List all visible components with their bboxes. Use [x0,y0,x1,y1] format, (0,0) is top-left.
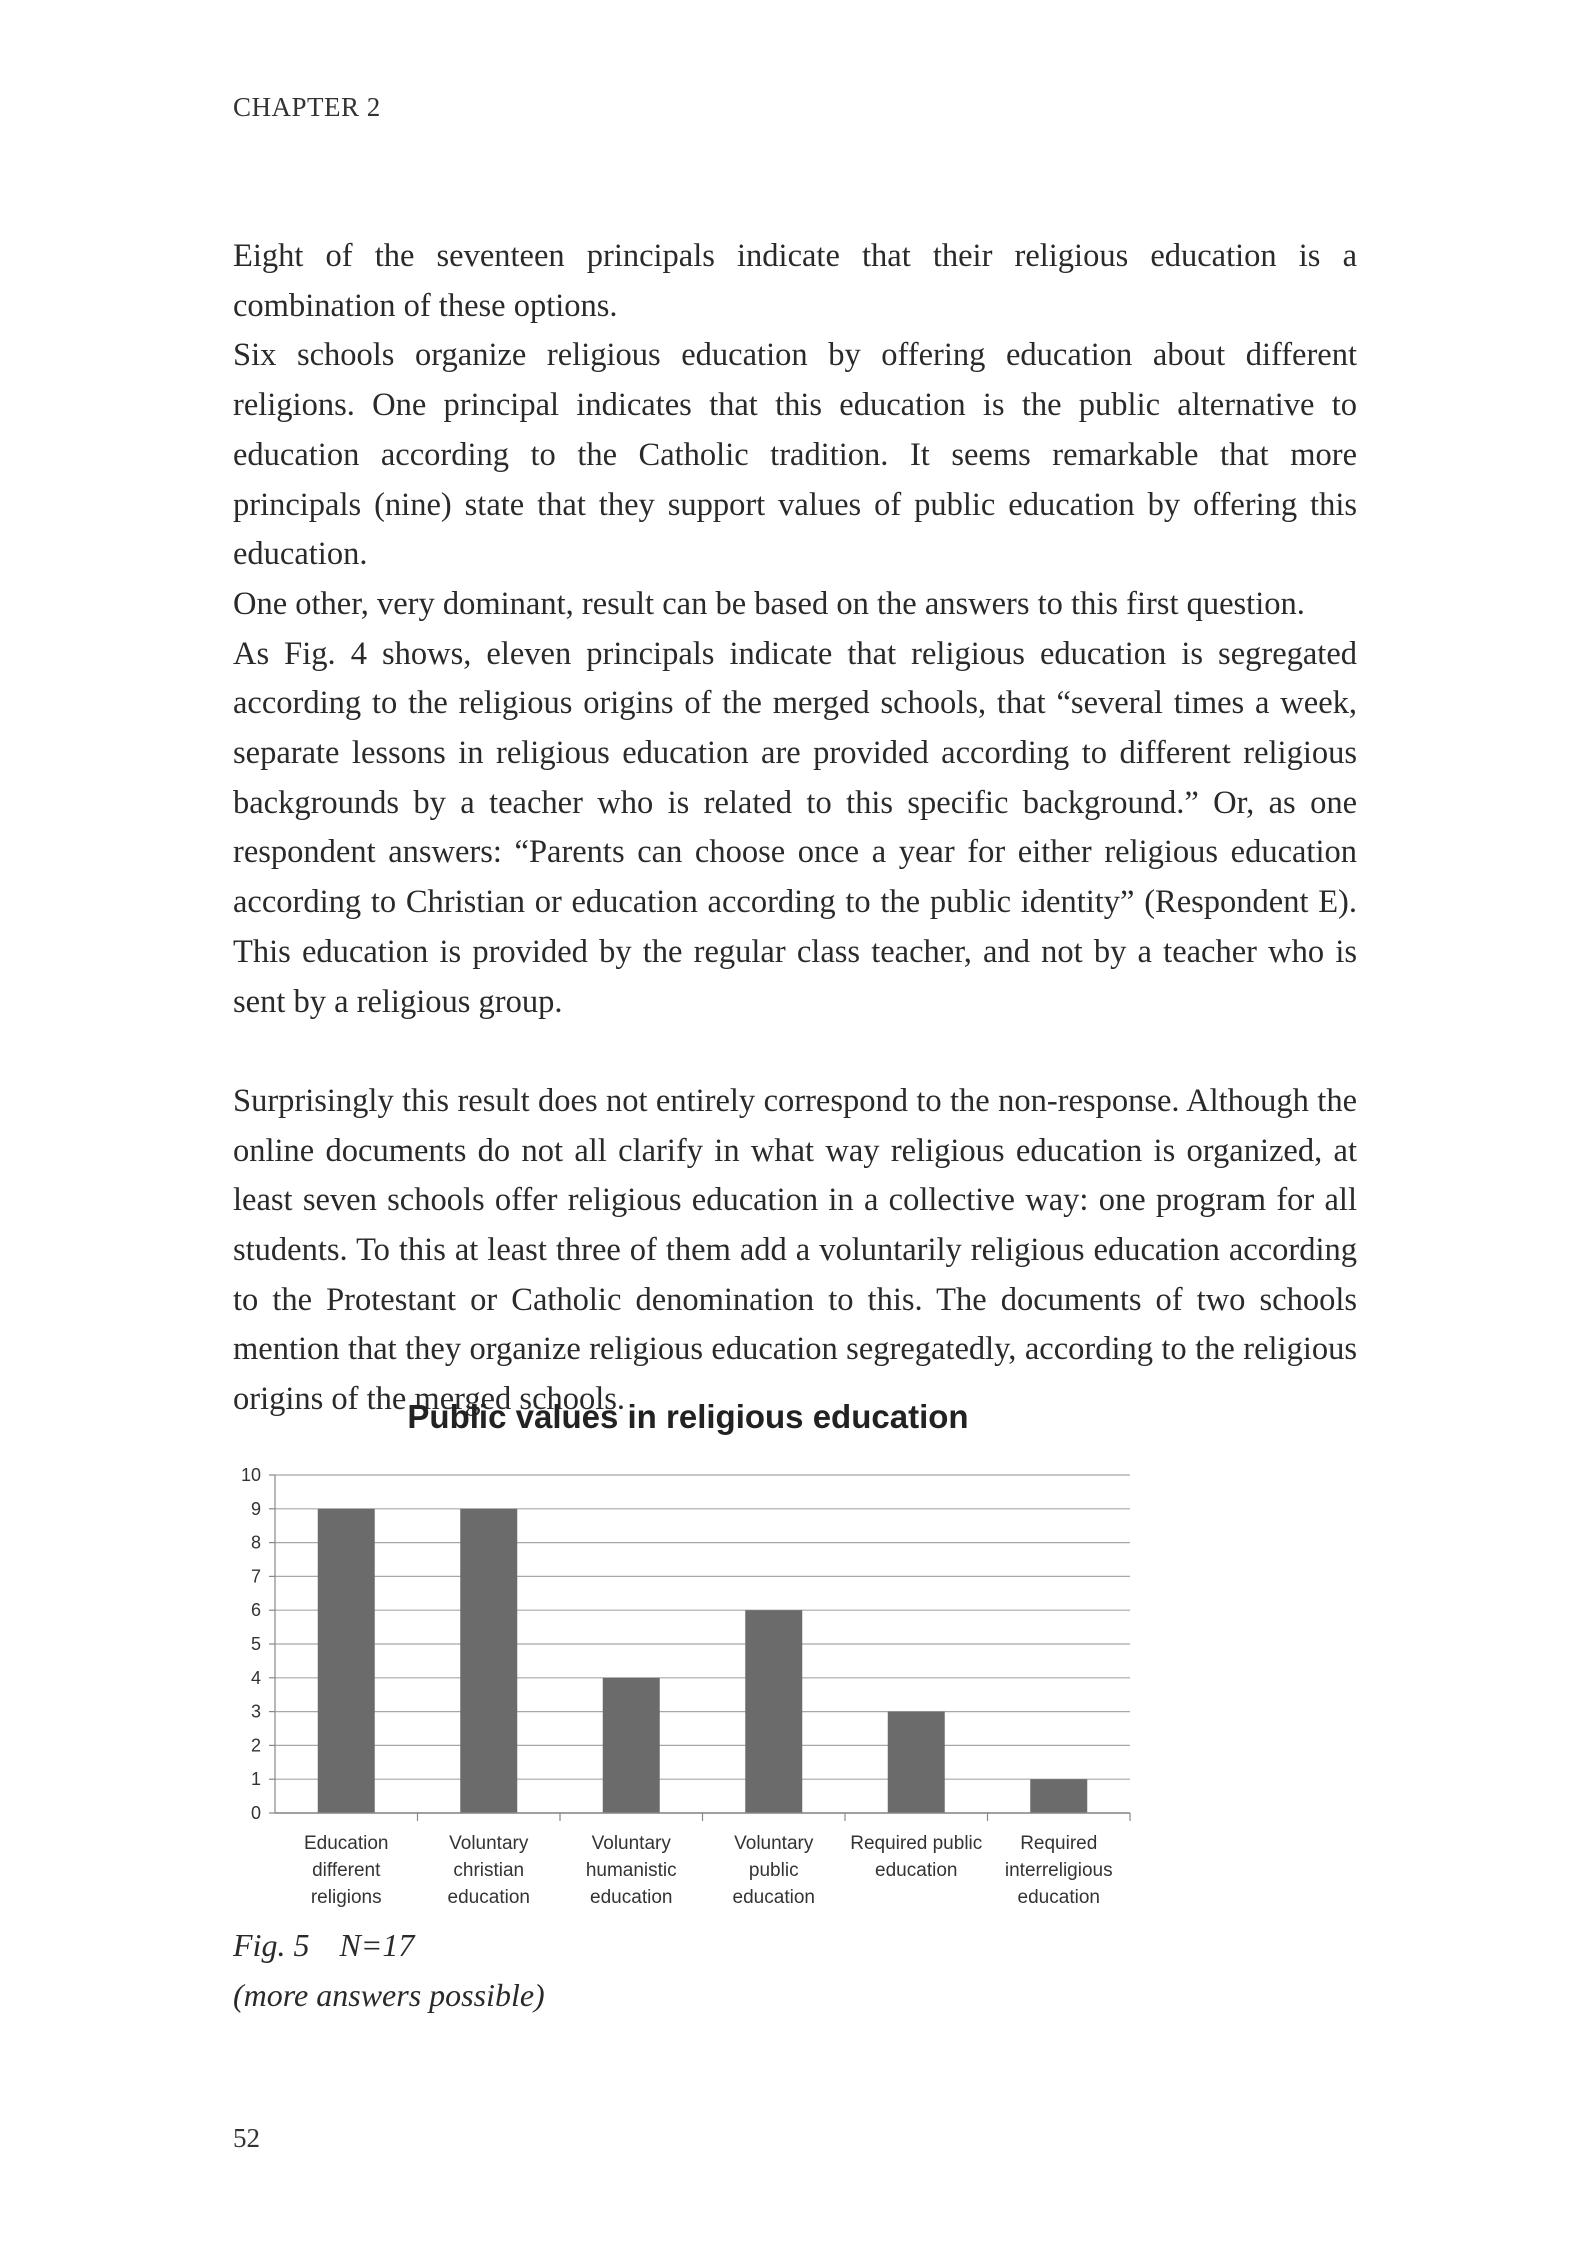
y-tick-label: 5 [250,1634,261,1654]
y-tick-label: 2 [250,1735,261,1756]
bar [888,1712,945,1813]
figure-caption [233,1920,545,2020]
x-tick-label: interreligious [1004,1860,1113,1881]
figure-note: (more answers possible) [233,1977,545,2013]
x-tick-label: Required public [850,1833,983,1854]
bar [1030,1779,1087,1813]
y-tick-label: 10 [240,1465,261,1485]
bar-chart [225,1390,1145,1930]
bar [318,1509,375,1813]
bar [460,1509,517,1813]
page-number: 52 [233,2123,260,2153]
y-tick-label: 3 [250,1701,261,1722]
x-tick-label: Voluntary [591,1833,671,1854]
x-tick-label: public [748,1860,799,1881]
y-tick-label: 0 [250,1803,261,1823]
figure-n: N=17 [339,1927,415,1963]
x-tick-label: religions [310,1887,382,1908]
x-tick-label: education [875,1860,958,1881]
x-tick-label: education [732,1887,815,1908]
x-tick-label: education [1017,1887,1100,1908]
bar [745,1610,802,1813]
x-tick-label: Education [303,1833,389,1854]
y-tick-label: 7 [250,1566,261,1587]
paragraph: One other, very dominant, result can be based on the answers to this first question. [233,585,1305,622]
x-tick-label: Voluntary [449,1833,529,1854]
x-tick-label: humanistic [585,1860,677,1881]
x-tick-label: education [590,1887,673,1908]
chart-title: Public values in religious education [407,1398,969,1435]
y-tick-label: 8 [250,1532,261,1553]
y-tick-label: 6 [250,1600,261,1621]
paragraph: Eight of the seventeen principals indicate that their religious education is a combination of these options. [233,238,1357,324]
x-tick-label: Voluntary [734,1833,814,1854]
y-tick-label: 9 [250,1498,261,1519]
chart-svg [225,1390,1145,1930]
bar [603,1678,660,1813]
x-tick-label: education [447,1887,530,1908]
body-text [233,232,1357,1425]
x-tick-label: Required [1020,1833,1098,1854]
paragraph: As Fig. 4 shows, eleven principals indicate that religious education is segregated according to the religious origins of the merged schools, that “several times a week, separate lessons in religious education are provided according to different religious backgrounds by a teacher who is related to this specific background.” Or, as one respondent answers: “Parents can choose once a year for either religious education according to Christian or education according to the public identity” (Respondent E). This education is provided by the regular class teacher, and not by a teacher who is sent by a religious group. [233,635,1357,1020]
paragraph: Six schools organize religious education by offering education about different religions. One principal indicates that this education is the public alternative to education according to the Catholic tradition. It seems remarkable that more principals (nine) state that they support values of public education by offering this education. [233,337,1357,573]
x-tick-label: christian [453,1860,525,1881]
figure-label: Fig. 5 [233,1927,310,1963]
y-tick-label: 4 [250,1667,261,1688]
paragraph: Surprisingly this result does not entirely correspond to the non-response. Although the online documents do not all clarify in what way religious education is organized, at least seven schools offer religious education in a collective way: one program for all students. To this at least three of them add a voluntarily religious education according to the Protestant or Catholic denomination to this. The documents of two schools mention that they organize religious education segregatedly, according to the religious origins of the merged schools. [233,1082,1357,1418]
running-head: CHAPTER 2 [233,92,381,122]
x-tick-label: different [312,1860,381,1881]
y-tick-label: 1 [250,1769,261,1790]
